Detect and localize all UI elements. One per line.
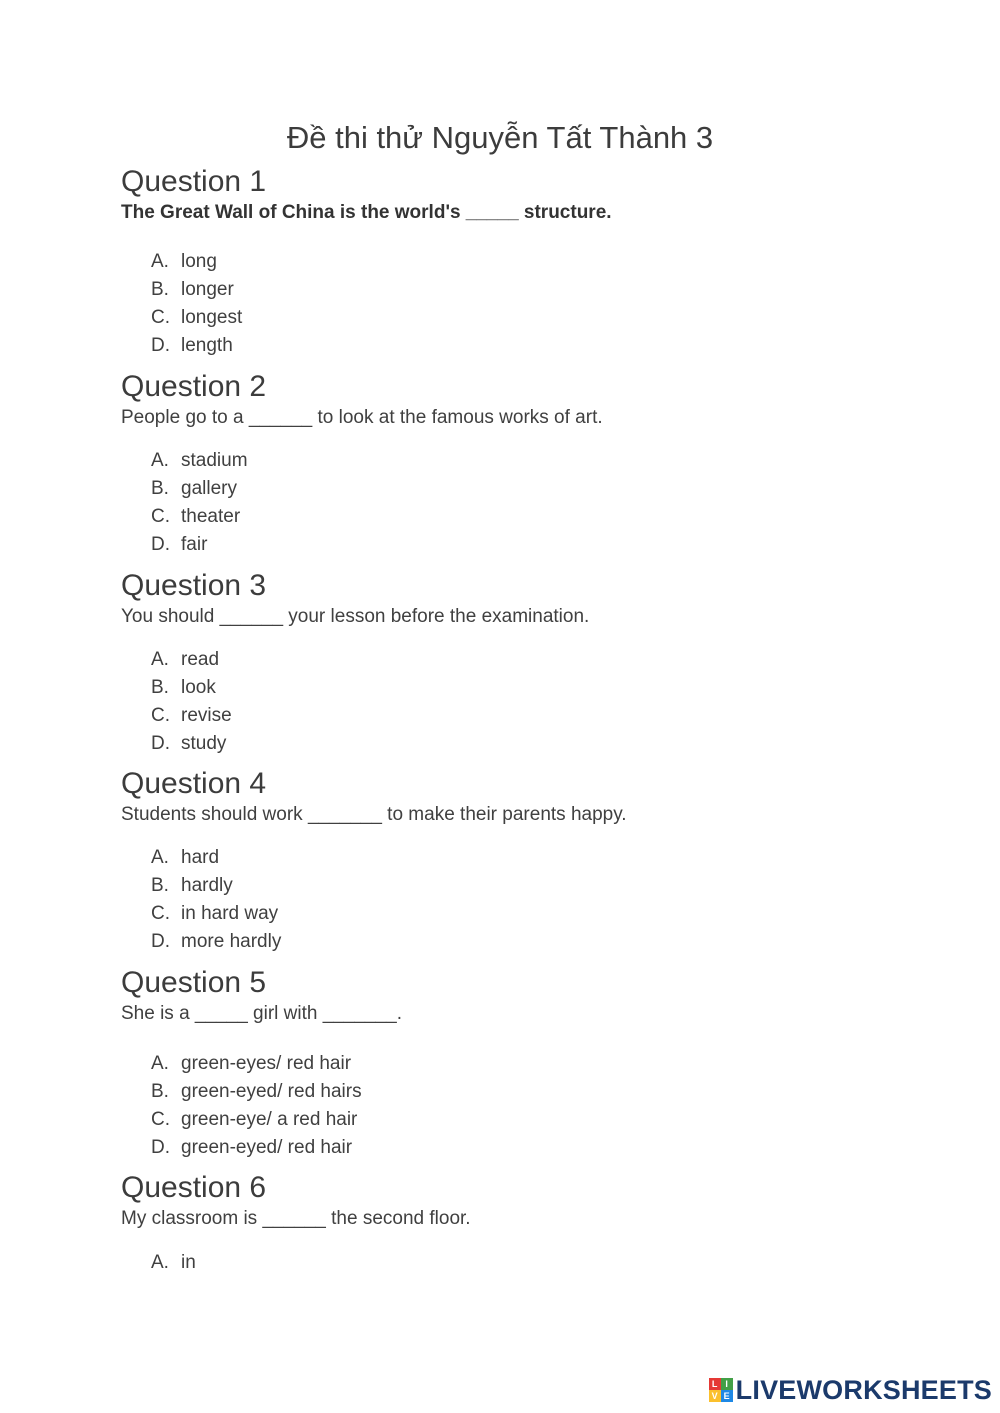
answer-option-b[interactable] xyxy=(151,475,248,503)
option-letter: A. xyxy=(151,847,169,868)
answer-options xyxy=(151,844,281,956)
question-4 xyxy=(121,766,901,952)
option-text: hardly xyxy=(181,875,233,896)
answer-option-c[interactable] xyxy=(151,702,232,730)
option-letter: D. xyxy=(151,534,170,555)
logo-letter-e: E xyxy=(721,1390,733,1402)
question-text: The Great Wall of China is the world's _____ structure. xyxy=(121,202,612,223)
answer-option-a[interactable] xyxy=(151,447,248,475)
option-letter: A. xyxy=(151,450,169,471)
option-letter: B. xyxy=(151,279,169,300)
answer-option-a[interactable] xyxy=(151,646,232,674)
option-letter: D. xyxy=(151,733,170,754)
answer-options xyxy=(151,248,242,360)
option-letter: B. xyxy=(151,875,169,896)
answer-options xyxy=(151,447,248,559)
answer-option-d[interactable] xyxy=(151,332,242,360)
logo-letter-i: I xyxy=(721,1378,733,1390)
question-text: You should ______ your lesson before the examination. xyxy=(121,606,590,627)
answer-option-d[interactable] xyxy=(151,928,281,956)
option-text: theater xyxy=(181,506,241,527)
option-text: read xyxy=(181,649,220,670)
answer-option-d[interactable] xyxy=(151,730,232,758)
option-text: green-eyes/ red hair xyxy=(181,1053,352,1074)
answer-option-b[interactable] xyxy=(151,276,242,304)
question-heading: Question 5 xyxy=(121,966,267,999)
option-text: green-eyed/ red hairs xyxy=(181,1081,362,1102)
answer-option-c[interactable] xyxy=(151,1106,362,1134)
answer-option-a[interactable] xyxy=(151,248,242,276)
question-6 xyxy=(121,1170,901,1273)
option-text: fair xyxy=(181,534,208,555)
option-text: longer xyxy=(181,279,234,300)
answer-option-d[interactable] xyxy=(151,531,248,559)
option-letter: C. xyxy=(151,506,170,527)
answer-option-a[interactable] xyxy=(151,844,281,872)
question-text: My classroom is ______ the second floor. xyxy=(121,1208,471,1229)
option-text: long xyxy=(181,251,217,272)
option-text: revise xyxy=(181,705,232,726)
question-1 xyxy=(121,164,901,356)
option-text: stadium xyxy=(181,450,248,471)
liveworksheets-logo-icon xyxy=(709,1378,733,1402)
question-5 xyxy=(121,965,901,1158)
option-text: look xyxy=(181,677,216,698)
liveworksheets-watermark xyxy=(709,1375,992,1405)
question-heading: Question 3 xyxy=(121,569,267,602)
option-letter: A. xyxy=(151,251,169,272)
answer-option-b[interactable] xyxy=(151,1078,362,1106)
option-letter: A. xyxy=(151,649,169,670)
option-text: longest xyxy=(181,307,243,328)
answer-option-c[interactable] xyxy=(151,503,248,531)
question-2 xyxy=(121,369,901,555)
option-text: more hardly xyxy=(181,931,282,952)
option-letter: C. xyxy=(151,705,170,726)
document-title: Đề thi thử Nguyễn Tất Thành 3 xyxy=(286,120,714,155)
option-text: length xyxy=(181,335,233,356)
question-heading: Question 4 xyxy=(121,767,267,800)
answer-options xyxy=(151,646,232,758)
option-letter: D. xyxy=(151,931,170,952)
question-heading: Question 6 xyxy=(121,1171,267,1204)
option-letter: C. xyxy=(151,307,170,328)
question-text: Students should work _______ to make their parents happy. xyxy=(121,804,627,825)
option-text: green-eye/ a red hair xyxy=(181,1109,358,1130)
answer-options xyxy=(151,1249,196,1277)
option-letter: B. xyxy=(151,478,169,499)
question-3 xyxy=(121,568,901,754)
option-text: in xyxy=(181,1252,196,1273)
answer-option-c[interactable] xyxy=(151,304,242,332)
option-letter: D. xyxy=(151,1137,170,1158)
answer-option-d[interactable] xyxy=(151,1134,362,1162)
answer-option-a[interactable] xyxy=(151,1249,196,1277)
option-letter: A. xyxy=(151,1252,169,1273)
question-heading: Question 1 xyxy=(121,165,267,198)
question-text: People go to a ______ to look at the famous works of art. xyxy=(121,407,603,428)
option-letter: B. xyxy=(151,677,169,698)
logo-letter-v: V xyxy=(709,1390,721,1402)
question-heading: Question 2 xyxy=(121,370,267,403)
answer-option-c[interactable] xyxy=(151,900,281,928)
answer-options xyxy=(151,1050,362,1162)
option-text: study xyxy=(181,733,227,754)
option-letter: C. xyxy=(151,903,170,924)
option-letter: C. xyxy=(151,1109,170,1130)
answer-option-b[interactable] xyxy=(151,872,281,900)
logo-letter-l: L xyxy=(709,1378,721,1390)
option-text: hard xyxy=(181,847,220,868)
question-text: She is a _____ girl with _______. xyxy=(121,1003,402,1024)
answer-option-b[interactable] xyxy=(151,674,232,702)
option-text: gallery xyxy=(181,478,237,499)
option-letter: A. xyxy=(151,1053,169,1074)
option-letter: D. xyxy=(151,335,170,356)
answer-option-a[interactable] xyxy=(151,1050,362,1078)
watermark-text: LIVEWORKSHEETS xyxy=(735,1374,992,1405)
option-text: in hard way xyxy=(181,903,279,924)
option-text: green-eyed/ red hair xyxy=(181,1137,353,1158)
option-letter: B. xyxy=(151,1081,169,1102)
